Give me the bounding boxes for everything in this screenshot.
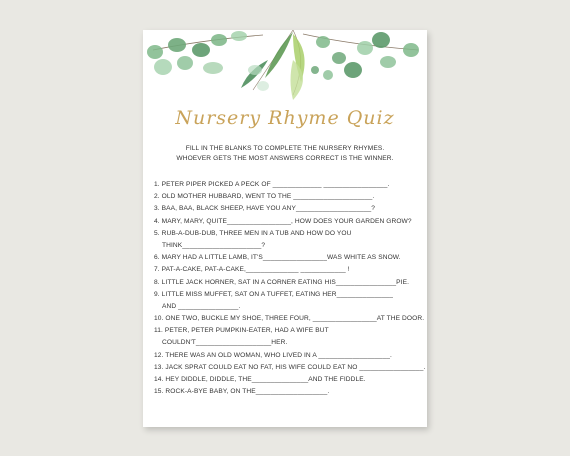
question-item: 4. MARY, MARY, QUITE_________________, HOW DOES YOUR GARDEN GROW?: [154, 217, 412, 225]
question-item: 11. PETER, PETER PUMPKIN-EATER, HAD A WIFE BUT: [154, 327, 329, 335]
instructions-line: WHOEVER GETS THE MOST ANSWERS CORRECT IS THE WINNER.: [176, 155, 394, 162]
question-item: 13. JACK SPRAT COULD EAT NO FAT, HIS WIFE COULD EAT NO _________________.: [154, 363, 426, 371]
question-item: 6. MARY HAD A LITTLE LAMB, IT'S_________________WAS WHITE AS SNOW.: [154, 254, 401, 262]
question-item: 5. RUB-A-DUB-DUB, THREE MEN IN A TUB AND HOW DO YOU: [154, 229, 352, 237]
question-item: 3. BAA, BAA, BLACK SHEEP, HAVE YOU ANY____________________?: [154, 205, 376, 213]
question-list: [154, 179, 426, 398]
question-continuation: AND ________________.: [162, 302, 241, 310]
question-continuation: THINK_____________________?: [162, 241, 266, 249]
question-item: 7. PAT-A-CAKE, PAT-A-CAKE,______________ ____________ !: [154, 266, 350, 274]
question-item: 15. ROCK-A-BYE BABY, ON THE___________________.: [154, 388, 330, 396]
question-item: 9. LITTLE MISS MUFFET, SAT ON A TUFFET, EATING HER_______________: [154, 290, 394, 298]
instructions-line: FILL IN THE BLANKS TO COMPLETE THE NURSERY RHYMES.: [185, 145, 385, 152]
instructions: [143, 144, 427, 164]
quiz-title: Nursery Rhyme Quiz: [175, 107, 395, 129]
quiz-card: [143, 30, 427, 427]
question-item: 12. THERE WAS AN OLD WOMAN, WHO LIVED IN A ___________________.: [154, 351, 392, 359]
question-item: 10. ONE TWO, BUCKLE MY SHOE, THREE FOUR, _________________AT THE DOOR.: [154, 315, 425, 323]
question-item: 14. HEY DIDDLE, DIDDLE, THE_______________AND THE FIDDLE.: [154, 376, 366, 383]
question-item: 1. PETER PIPER PICKED A PECK OF _____________ _________________.: [154, 181, 390, 188]
question-item: 8. LITTLE JACK HORNER, SAT IN A CORNER EATING HIS________________PIE.: [154, 278, 410, 286]
question-continuation: COULDN'T____________________HER.: [162, 339, 288, 347]
question-item: 2. OLD MOTHER HUBBARD, WENT TO THE _____________________.: [154, 193, 375, 201]
